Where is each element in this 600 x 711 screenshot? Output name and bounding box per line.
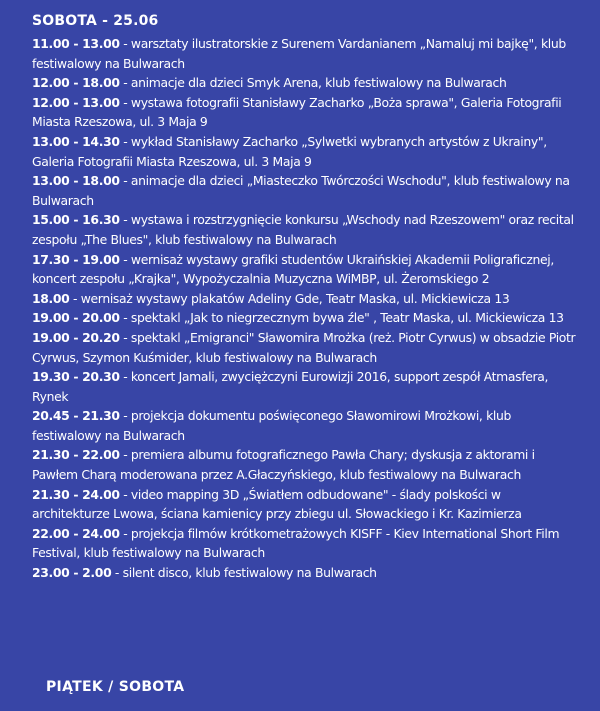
event-item (32, 93, 580, 132)
event-description: - animacje dla dzieci „Miasteczko Twórczości Wschodu", klub festiwalowy na Bulwarach (32, 173, 570, 208)
event-item (32, 171, 580, 210)
event-item (32, 132, 580, 171)
event-time: 17.30 - 19.00 (32, 251, 120, 267)
event-time: 11.00 - 13.00 (32, 36, 120, 51)
event-item (32, 406, 580, 445)
event-time: 12.00 - 18.00 (32, 75, 120, 91)
event-time: 19.00 - 20.00 (32, 310, 120, 326)
event-description: - warsztaty ilustratorskie z Surenem Vardanianem „Namaluj mi bajkę", klub festiwalowy na Bulwarach (32, 36, 566, 71)
event-time: 23.00 - 2.00 (32, 565, 112, 581)
event-time: 22.00 - 24.00 (32, 525, 120, 541)
event-time: 15.00 - 16.30 (32, 212, 120, 228)
event-item (32, 328, 580, 367)
next-day-heading: PIĄTEK / SOBOTA (46, 679, 185, 695)
event-time: 20.45 - 21.30 (32, 408, 120, 424)
event-time: 19.30 - 20.30 (32, 369, 120, 385)
event-item (32, 367, 580, 406)
event-description: - premiera albumu fotograficznego Pawła Chary; dyskusja z aktorami i Pawłem Charą moderowana przez A.Głaczyńskiego, klub festiwalowy na Bulwarach (32, 447, 535, 483)
event-time: 19.00 - 20.20 (32, 329, 120, 345)
event-description: - koncert Jamali, zwyciężczyni Eurowizji 2016, support zespół Atmasfera, Rynek (32, 369, 549, 404)
event-item (32, 445, 580, 484)
event-description: - wernisaż wystawy plakatów Adeliny Gde, Teatr Maska, ul. Mickiewicza 13 (69, 290, 510, 306)
event-description: - animacje dla dzieci Smyk Arena, klub festiwalowy na Bulwarach (119, 75, 507, 91)
event-description: - projekcja dokumentu poświęconego Sławomirowi Mrożkowi, klub festiwalowy na Bulwarach (32, 408, 512, 443)
event-time: 21.30 - 22.00 (32, 447, 120, 463)
event-time: 18.00 (32, 290, 70, 306)
event-item (32, 250, 580, 289)
event-description: - projekcja filmów krótkometrażowych KISFF - Kiev International Short Film Festival, klub festiwalowy na Bulwarach (32, 525, 560, 561)
event-item (32, 34, 580, 73)
event-item (32, 563, 580, 583)
event-item (32, 73, 580, 93)
event-item (32, 485, 580, 524)
event-time: 13.00 - 14.30 (32, 133, 120, 149)
event-description: - wernisaż wystawy grafiki studentów Ukraińskiej Akademii Poligraficznej, koncert zespołu „Krajka", Wypożyczalnia Muzyczna WiMBP, ul. Żeromskiego 2 (32, 251, 554, 287)
event-time: 12.00 - 13.00 (32, 94, 120, 110)
event-time: 13.00 - 18.00 (32, 173, 120, 189)
event-description: - video mapping 3D „Światłem odbudowane" - ślady polskości w architekturze Lwowa, ściana kamienicy przy zbiegu ul. Słowackiego i Kr. Kazimierza (32, 486, 522, 522)
day-heading: SOBOTA - 25.06 (32, 13, 159, 29)
event-list (32, 34, 580, 583)
event-description: - wystawa i rozstrzygnięcie konkursu „Wschody nad Rzeszowem" oraz recital zespołu „The Blues", klub festiwalowy na Bulwarach (32, 212, 574, 247)
event-item (32, 210, 580, 249)
event-item (32, 524, 580, 563)
event-item (32, 308, 580, 328)
event-description: - wystawa fotografii Stanisławy Zacharko „Boża sprawa", Galeria Fotografii Miasta Rzeszowa, ul. 3 Maja 9 (32, 94, 562, 130)
event-description: - spektakl „Jak to niegrzecznym bywa źle" , Teatr Maska, ul. Mickiewicza 13 (119, 310, 564, 326)
event-time: 21.30 - 24.00 (32, 486, 120, 502)
event-description: - silent disco, klub festiwalowy na Bulwarach (111, 565, 377, 581)
event-item (32, 289, 580, 309)
event-description: - spektakl „Emigranci" Sławomira Mrożka (reż. Piotr Cyrwus) w obsadzie Piotr Cyrwus, Szymon Kuśmider, klub festiwalowy na Bulwarach (32, 329, 576, 365)
event-description: - wykład Stanisławy Zacharko „Sylwetki wybranych artystów z Ukrainy", Galeria Fotografii Miasta Rzeszowa, ul. 3 Maja 9 (32, 133, 547, 169)
